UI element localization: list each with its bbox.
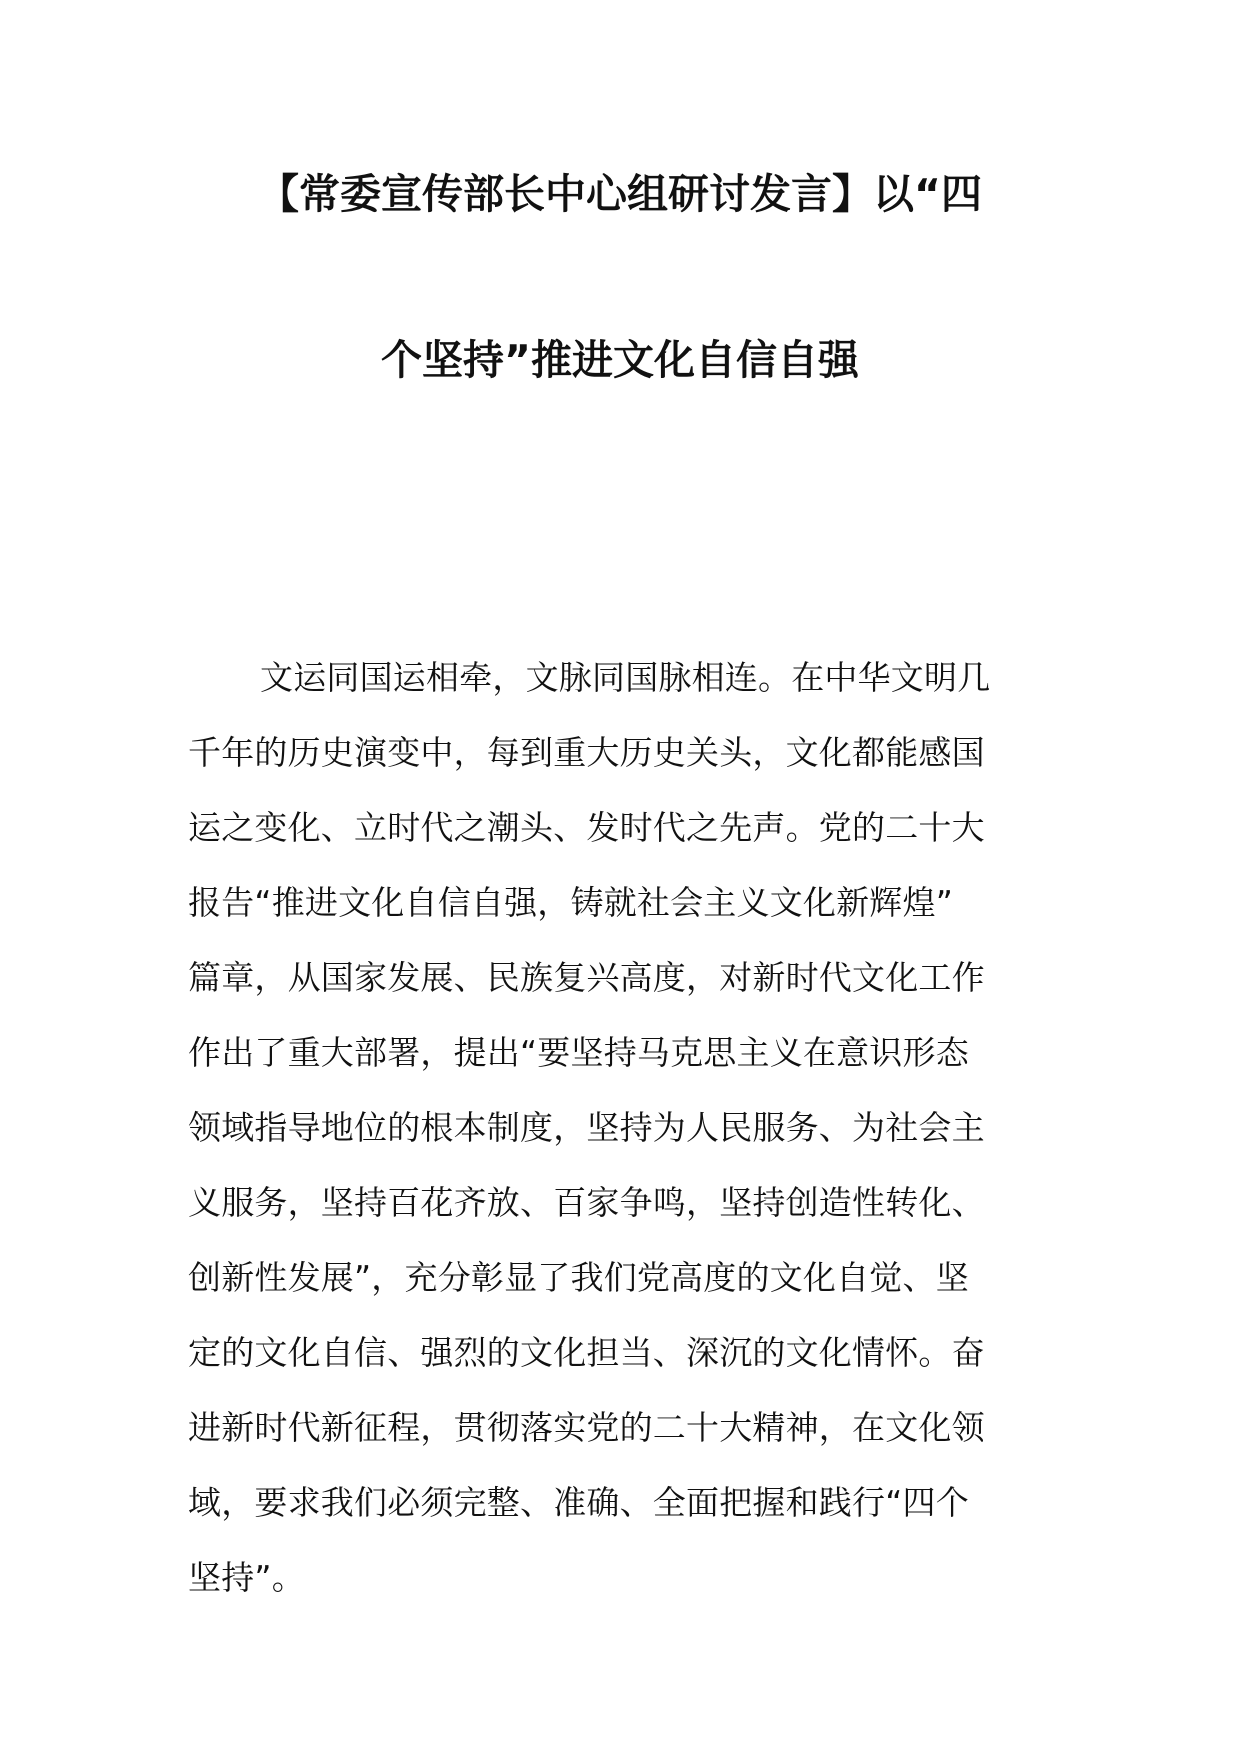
- paragraph-line: 报告“推进文化自信自强，铸就社会主义文化新辉煌”: [188, 883, 953, 922]
- paragraph-line: 篇章，从国家发展、民族复兴高度，对新时代文化工作: [188, 958, 985, 997]
- paragraph-line: 文运同国运相牵，文脉同国脉相连。在中华文明几: [260, 658, 991, 697]
- title-line: 【常委宣传部长中心组研讨发言】以“四: [258, 170, 982, 218]
- paragraph-line: 坚持”。: [188, 1558, 305, 1597]
- title-line: 个坚持”推进文化自信自强: [381, 336, 859, 384]
- paragraph-line: 创新性发展”，充分彰显了我们党高度的文化自觉、坚: [188, 1258, 969, 1297]
- paragraph-line: 作出了重大部署，提出“要坚持马克思主义在意识形态: [188, 1033, 969, 1072]
- paragraph-line: 领域指导地位的根本制度，坚持为人民服务、为社会主: [188, 1108, 985, 1147]
- paragraph-line: 千年的历史演变中，每到重大历史关头，文化都能感国: [188, 733, 985, 772]
- body-paragraph: [188, 640, 1056, 1615]
- paragraph-line: 运之变化、立时代之潮头、发时代之先声。党的二十大: [188, 808, 985, 847]
- paragraph-line: 义服务，坚持百花齐放、百家争鸣，坚持创造性转化、: [188, 1183, 985, 1222]
- document-title: [150, 170, 1090, 384]
- paragraph-line: 域，要求我们必须完整、准确、全面把握和践行“四个: [188, 1483, 969, 1522]
- paragraph-line: 定的文化自信、强烈的文化担当、深沉的文化情怀。奋: [188, 1333, 985, 1372]
- paragraph-line: 进新时代新征程，贯彻落实党的二十大精神，在文化领: [188, 1408, 985, 1447]
